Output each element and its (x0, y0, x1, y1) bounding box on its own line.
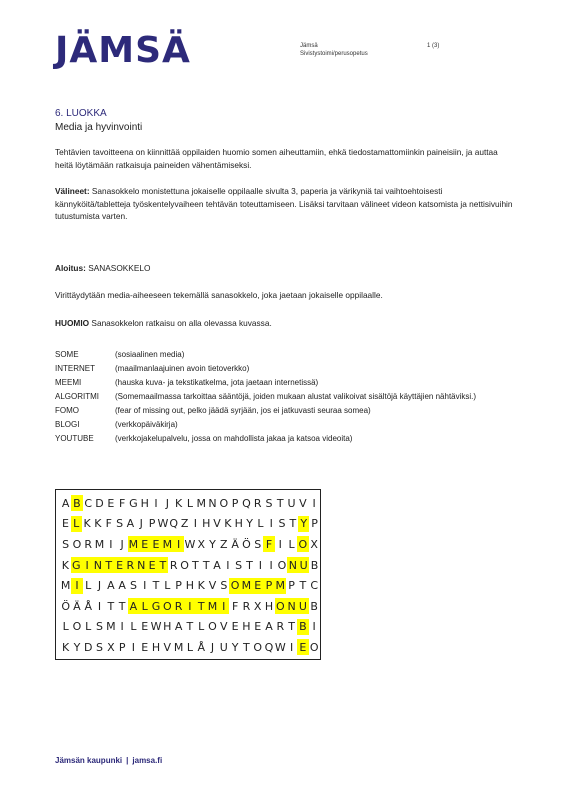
term-item (55, 376, 515, 390)
puzzle-letter: A (126, 517, 135, 531)
puzzle-letter: L (186, 640, 193, 654)
puzzle-letter: L (198, 620, 205, 634)
puzzle-letter: A (265, 620, 273, 634)
puzzle-letter: X (310, 537, 318, 551)
puzzle-letter: L (130, 620, 137, 634)
term-list (55, 348, 515, 446)
puzzle-letter: T (191, 558, 199, 572)
puzzle-letter: I (143, 579, 147, 593)
header-department: Sivistystoimi/perusopetus (300, 51, 368, 57)
puzzle-letter: L (85, 620, 92, 634)
puzzle-letter: Ä (73, 599, 81, 613)
puzzle-letter: P (263, 578, 274, 594)
puzzle-letter: Q (169, 517, 179, 531)
puzzle-letter: V (208, 579, 217, 593)
puzzle-letter: T (186, 620, 194, 634)
puzzle-letter: T (299, 579, 307, 593)
puzzle-letter: V (213, 517, 221, 531)
puzzle-letter: T (246, 558, 253, 572)
puzzle-letter: U (219, 640, 228, 654)
puzzle-letter: R (242, 599, 251, 613)
section-subtitle: Media ja hyvinvointi (55, 122, 143, 133)
puzzle-letter: I (193, 517, 198, 531)
footer (55, 756, 162, 765)
puzzle-letter: P (311, 517, 318, 531)
puzzle-letter: O (275, 599, 285, 613)
puzzle-row (60, 596, 320, 617)
term-description: (maailmanlaajuinen avoin tietoverkko) (115, 364, 250, 373)
puzzle-letter: A (118, 579, 126, 593)
puzzle-letter: T (276, 496, 284, 510)
puzzle-letter: F (105, 517, 112, 531)
puzzle-letter: G (129, 496, 138, 510)
puzzle-letter: M (106, 620, 116, 634)
puzzle-letter: Y (209, 537, 216, 551)
header-org: Jämsä (300, 43, 318, 49)
puzzle-letter: J (139, 517, 143, 531)
puzzle-letter: W (184, 537, 196, 551)
puzzle-letter: U (299, 558, 308, 572)
section-title: 6. LUOKKA (55, 108, 107, 119)
puzzle-letter: L (186, 496, 193, 510)
puzzle-letter: M (207, 599, 218, 613)
puzzle-letter: Ö (61, 599, 70, 613)
header-page-number: 1 (3) (427, 43, 440, 49)
puzzle-letter: S (254, 537, 262, 551)
term-item (55, 432, 515, 446)
puzzle-letter: H (202, 517, 211, 531)
term-description: (fear of missing out, pelko jäädä syrjään, jos ei jatkuvasti seuraa somea) (115, 406, 371, 415)
puzzle-letter: O (230, 579, 240, 593)
footer-site: jamsa.fi (132, 756, 163, 765)
footer-city: Jämsän kaupunki (55, 756, 123, 765)
puzzle-letter: N (137, 558, 146, 572)
term-name: YOUTUBE (55, 434, 94, 443)
puzzle-letter: O (180, 558, 189, 572)
puzzle-letter: H (242, 620, 251, 634)
puzzle-letter: L (257, 517, 264, 531)
puzzle-letter: I (71, 578, 82, 594)
puzzle-letter: Ö (242, 537, 251, 551)
puzzle-letter: I (258, 558, 262, 572)
puzzle-letter: E (141, 640, 149, 654)
puzzle-letter: I (173, 536, 184, 552)
puzzle-row (60, 493, 320, 514)
puzzle-letter: T (288, 620, 295, 634)
puzzle-letter: E (254, 620, 262, 634)
puzzle-letter: I (120, 620, 124, 634)
puzzle-letter: L (62, 620, 69, 634)
term-name: ALGORITMI (55, 392, 100, 401)
puzzle-letter: O (208, 620, 217, 634)
puzzle-letter: S (116, 517, 124, 531)
puzzle-letter: E (150, 536, 161, 552)
tools-label: Välineet: (55, 186, 90, 196)
puzzle-letter: F (118, 496, 126, 510)
term-item (55, 404, 515, 418)
puzzle-letter: P (175, 579, 182, 593)
puzzle-letter: S (220, 579, 228, 593)
tools-paragraph (55, 185, 515, 223)
puzzle-letter: V (163, 640, 172, 654)
puzzle-letter: L (288, 537, 295, 551)
puzzle-letter: M (60, 579, 71, 593)
puzzle-letter: K (197, 579, 205, 593)
note-paragraph (55, 317, 515, 330)
puzzle-letter: M (196, 496, 206, 510)
puzzle-letter: S (62, 537, 70, 551)
term-description: (Somemaailmassa tarkoittaa sääntöjä, joiden mukaan alustat valikoivat sisältöjä käyttäjien nähtäviksi.) (115, 392, 477, 401)
puzzle-letter: E (61, 517, 69, 531)
puzzle-letter: E (141, 620, 149, 634)
puzzle-row (60, 637, 320, 658)
puzzle-letter: C (84, 496, 93, 510)
puzzle-letter: K (94, 517, 102, 531)
puzzle-letter: I (154, 496, 158, 510)
puzzle-row (60, 534, 320, 555)
puzzle-letter: I (109, 537, 113, 551)
puzzle-letter: T (196, 598, 207, 614)
puzzle-letter: A (129, 599, 138, 613)
puzzle-letter: Y (298, 516, 309, 532)
puzzle-row (60, 514, 320, 535)
puzzle-letter: T (103, 557, 114, 573)
puzzle-letter: Y (73, 640, 81, 654)
puzzle-letter: T (202, 558, 210, 572)
puzzle-letter: H (140, 496, 149, 510)
word-search-grid (55, 489, 321, 660)
puzzle-letter: R (253, 496, 262, 510)
puzzle-letter: G (71, 558, 81, 572)
puzzle-letter: A (174, 620, 183, 634)
puzzle-letter: I (269, 558, 273, 572)
puzzle-row (60, 617, 320, 638)
puzzle-letter: R (276, 620, 285, 634)
puzzle-letter: B (299, 620, 307, 634)
puzzle-letter: E (231, 620, 239, 634)
puzzle-letter: M (241, 579, 252, 593)
puzzle-letter: O (162, 599, 172, 613)
puzzle-letter: P (288, 579, 295, 593)
puzzle-letter: V (299, 496, 307, 510)
term-description: (sosiaalinen media) (115, 350, 185, 359)
puzzle-letter: T (107, 599, 115, 613)
puzzle-letter: A (213, 558, 221, 572)
puzzle-letter: F (263, 536, 274, 552)
puzzle-letter: S (96, 620, 104, 634)
puzzle-letter: X (107, 640, 115, 654)
puzzle-letter: O (72, 620, 82, 634)
puzzle-letter: X (197, 537, 205, 551)
puzzle-letter: H (185, 579, 195, 593)
puzzle-letter: M (162, 537, 173, 551)
puzzle-row (60, 555, 320, 576)
term-description: (verkkojakelupalvelu, jossa on mahdollista jakaa ja katsoa videoita) (115, 434, 353, 443)
puzzle-letter: O (309, 640, 319, 654)
puzzle-letter: U (287, 496, 296, 510)
term-name: FOMO (55, 406, 79, 415)
term-item (55, 362, 515, 376)
puzzle-letter: Y (231, 640, 239, 654)
puzzle-letter: R (126, 558, 135, 572)
puzzle-letter: I (312, 620, 316, 634)
term-name: SOME (55, 350, 79, 359)
puzzle-row (60, 575, 320, 596)
puzzle-letter: I (289, 640, 294, 654)
puzzle-letter: Q (264, 640, 274, 654)
puzzle-letter: B (310, 599, 318, 613)
warmup-paragraph: Virittäydytään media-aiheeseen tekemällä sanasokkelo, joka jaetaan jokaiselle oppilaalle. (55, 290, 383, 300)
puzzle-letter: T (152, 579, 160, 593)
puzzle-letter: Q (242, 496, 251, 510)
puzzle-letter: O (72, 537, 82, 551)
start-text: SANASOKKELO (85, 263, 151, 273)
puzzle-letter: M (275, 579, 286, 593)
puzzle-letter: J (210, 640, 215, 654)
puzzle-letter: E (297, 639, 308, 655)
puzzle-letter: S (265, 496, 273, 510)
puzzle-letter: W (157, 517, 169, 531)
note-label: HUOMIO (55, 318, 90, 328)
term-name: BLOGI (55, 420, 80, 429)
puzzle-letter: S (129, 579, 137, 593)
footer-separator: | (126, 756, 129, 765)
puzzle-letter: H (151, 640, 161, 654)
puzzle-letter: H (264, 599, 274, 613)
intro-paragraph: Tehtävien tavoitteena on kiinnittää oppilaiden huomio somen aiheuttamiin, ehkä tiedostamattomiinkin paineisiin, ja auttaa heitä löytämään ratkaisuja paineiden vähentämiseksi. (55, 147, 498, 170)
puzzle-letter: K (61, 558, 70, 572)
puzzle-letter: Å (84, 599, 92, 613)
puzzle-letter: Å (197, 640, 205, 654)
puzzle-letter: B (73, 496, 81, 510)
puzzle-letter: I (184, 598, 195, 614)
start-paragraph (55, 262, 515, 275)
puzzle-letter: D (84, 640, 93, 654)
puzzle-letter: W (150, 620, 162, 634)
puzzle-letter: W (274, 640, 286, 654)
note-text: Sanasokkelon ratkaisu on alla olevassa kuvassa. (89, 318, 272, 328)
term-item (55, 348, 515, 362)
puzzle-letter: J (165, 496, 169, 510)
puzzle-letter: L (139, 598, 150, 614)
puzzle-letter: A (61, 496, 70, 510)
term-description: (verkkopäiväkirja) (115, 420, 178, 429)
puzzle-letter: R (84, 537, 93, 551)
puzzle-letter: J (97, 579, 102, 593)
puzzle-letter: K (83, 517, 91, 531)
puzzle-letter: N (93, 558, 103, 572)
puzzle-letter: X (253, 599, 262, 613)
puzzle-letter: K (62, 640, 70, 654)
puzzle-letter: I (278, 537, 282, 551)
term-item (55, 418, 515, 432)
puzzle-letter: G (151, 599, 161, 613)
puzzle-letter: K (224, 517, 232, 531)
puzzle-letter: N (208, 496, 217, 510)
puzzle-letter: E (139, 536, 150, 552)
puzzle-letter: L (164, 579, 171, 593)
puzzle-letter: Z (180, 517, 189, 531)
puzzle-letter: C (310, 579, 319, 593)
puzzle-letter: N (287, 599, 296, 613)
puzzle-letter: O (253, 640, 263, 654)
puzzle-letter: U (298, 599, 307, 613)
puzzle-letter: Ä (231, 537, 239, 551)
puzzle-letter: A (107, 579, 115, 593)
puzzle-letter: I (82, 557, 93, 573)
puzzle-letter: P (118, 640, 126, 654)
puzzle-letter: I (269, 517, 273, 531)
start-label: Aloitus: (55, 263, 86, 273)
puzzle-letter: Y (246, 517, 253, 531)
puzzle-letter: M (94, 537, 105, 551)
puzzle-letter: R (169, 558, 178, 572)
puzzle-letter: J (120, 537, 124, 551)
puzzle-letter: I (131, 640, 136, 654)
puzzle-letter: O (277, 558, 287, 572)
puzzle-letter: T (118, 599, 126, 613)
puzzle-letter: L (85, 579, 92, 593)
tools-text: Sanasokkelo monistettuna jokaiselle oppilaalle sivulta 3, paperia ja värikyniä tai vaihtoehtoisesti kännyköitä/tabletteja työskentelyvaiheen tehtävän toteuttamiseen. Lisäksi tarvitaan välineet videon katsomista ja nettisivuihin tutustumista varten. (55, 186, 513, 221)
puzzle-letter: S (278, 517, 286, 531)
puzzle-letter: T (289, 517, 297, 531)
puzzle-letter: T (157, 557, 168, 573)
puzzle-letter: M (128, 537, 139, 551)
term-description: (hauska kuva- ja tekstikatkelma, jota jaetaan internetissä) (115, 378, 319, 387)
puzzle-letter: R (174, 599, 183, 613)
term-name: INTERNET (55, 364, 95, 373)
puzzle-letter: O (298, 537, 308, 551)
puzzle-letter: E (252, 578, 263, 594)
puzzle-letter: H (163, 620, 172, 634)
puzzle-letter: N (288, 558, 297, 572)
puzzle-letter: E (107, 496, 115, 510)
puzzle-letter: I (218, 598, 229, 614)
puzzle-letter: K (175, 496, 183, 510)
term-name: MEEMI (55, 378, 82, 387)
puzzle-letter: E (148, 558, 156, 572)
puzzle-letter: T (243, 640, 250, 654)
puzzle-letter: P (148, 517, 156, 531)
puzzle-letter: I (226, 558, 230, 572)
puzzle-letter: O (219, 496, 229, 510)
puzzle-letter: D (95, 496, 104, 510)
puzzle-letter: I (97, 599, 102, 613)
puzzle-letter: P (231, 496, 239, 510)
puzzle-letter: E (116, 558, 124, 572)
puzzle-letter: S (96, 640, 104, 654)
puzzle-letter: L (71, 516, 82, 532)
puzzle-letter: V (220, 620, 228, 634)
puzzle-letter: F (231, 599, 239, 613)
puzzle-letter: H (234, 517, 243, 531)
puzzle-letter: I (312, 496, 316, 510)
term-item (55, 390, 515, 404)
puzzle-letter: Z (220, 537, 228, 551)
jamsa-logo: JÄMSÄ (55, 30, 191, 71)
puzzle-letter: S (235, 558, 243, 572)
puzzle-letter: B (310, 558, 319, 572)
puzzle-letter: M (173, 640, 184, 654)
